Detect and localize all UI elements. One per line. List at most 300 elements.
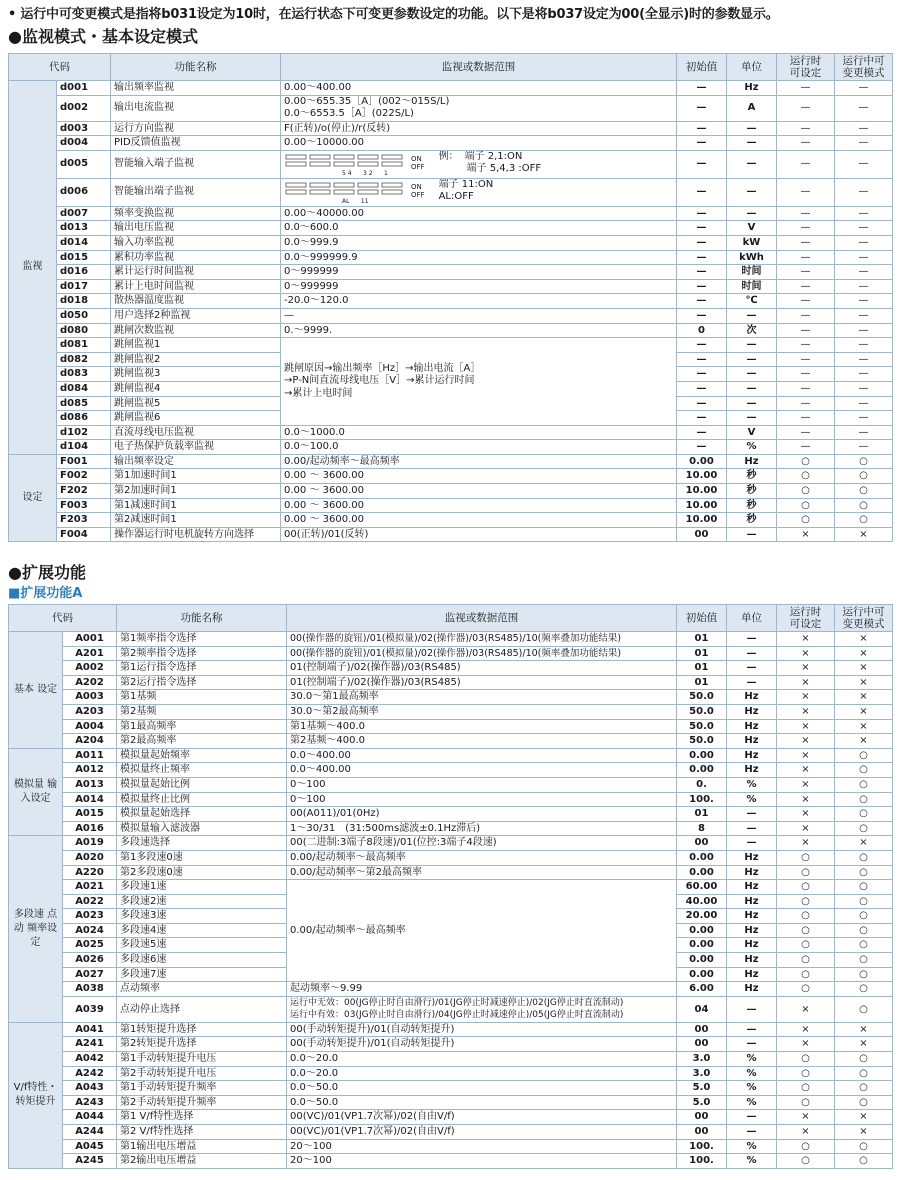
param-unit: Hz — [727, 850, 777, 865]
param-code: F002 — [57, 469, 111, 484]
group-label-analog: 模拟量 输入设定 — [9, 748, 63, 836]
run-mode-changeable-mark: ○ — [835, 909, 893, 924]
run-mode-changeable-mark: — — [835, 250, 893, 265]
run-changeable-mark: ○ — [777, 1066, 835, 1081]
param-initial-value: 100. — [677, 792, 727, 807]
param-name: 跳闸监视6 — [111, 411, 281, 426]
param-code: A027 — [63, 967, 117, 982]
run-mode-changeable-mark: — — [835, 396, 893, 411]
param-unit: A — [727, 95, 777, 121]
run-changeable-mark: ○ — [777, 1154, 835, 1169]
param-unit: — — [727, 646, 777, 661]
param-initial-value: 00 — [677, 1022, 727, 1037]
param-code: A045 — [63, 1139, 117, 1154]
param-initial-value: — — [677, 352, 727, 367]
param-code: d050 — [57, 308, 111, 323]
param-name: 点动频率 — [117, 982, 287, 997]
param-name: 输出电压监视 — [111, 221, 281, 236]
run-mode-changeable-mark: ○ — [835, 807, 893, 822]
param-unit: % — [727, 440, 777, 455]
header-run-mode: 运行中可 变更模式 — [835, 54, 893, 81]
param-unit: — — [727, 807, 777, 822]
table-row — [9, 1125, 893, 1140]
param-name: 第1输出电压增益 — [117, 1139, 287, 1154]
run-mode-changeable-mark: ○ — [835, 865, 893, 880]
param-initial-value: — — [677, 411, 727, 426]
param-name: 输出频率监视 — [111, 81, 281, 96]
run-mode-changeable-mark: — — [835, 279, 893, 294]
intro-note: • 运行中可变更模式是指将b031设定为10时，在运行状态下可变更参数设定的功能。以下是将b037设定为00(全显示)时的参数显示。 — [8, 7, 779, 22]
terminal-example — [439, 151, 542, 175]
param-unit: Hz — [727, 719, 777, 734]
run-changeable-mark: — — [777, 308, 835, 323]
param-range: 0.0～50.0 — [287, 1095, 677, 1110]
param-unit: Hz — [727, 734, 777, 749]
param-initial-value: 5.0 — [677, 1095, 727, 1110]
param-initial-value: — — [677, 221, 727, 236]
param-initial-value: 50.0 — [677, 690, 727, 705]
param-unit: V — [727, 221, 777, 236]
run-changeable-mark: ○ — [777, 1139, 835, 1154]
param-initial-value: — — [677, 338, 727, 353]
table-header-row — [9, 54, 893, 81]
terminal-numbers: AL 11 — [342, 198, 369, 206]
param-name: 第1减速时间1 — [111, 498, 281, 513]
param-unit: — — [727, 150, 777, 178]
param-name: 第1 V/f特性选择 — [117, 1110, 287, 1125]
group-label-basic: 基本 设定 — [9, 632, 63, 749]
run-mode-changeable-mark: × — [835, 661, 893, 676]
run-changeable-mark: ○ — [777, 498, 835, 513]
param-unit: ℃ — [727, 294, 777, 309]
param-unit: — — [727, 996, 777, 1022]
param-name: PID反馈值监视 — [111, 136, 281, 151]
run-mode-changeable-mark: ○ — [835, 777, 893, 792]
param-initial-value: 10.00 — [677, 513, 727, 528]
param-unit: — — [727, 206, 777, 221]
param-initial-value: 50.0 — [677, 719, 727, 734]
group-label-vf: V/f特性・ 转矩提升 — [9, 1022, 63, 1168]
param-name: 第1基频 — [117, 690, 287, 705]
param-code: A022 — [63, 894, 117, 909]
table-row — [9, 982, 893, 997]
run-changeable-mark: — — [777, 81, 835, 96]
param-code: A012 — [63, 763, 117, 778]
param-code: A043 — [63, 1081, 117, 1096]
param-unit: % — [727, 1139, 777, 1154]
param-unit: — — [727, 121, 777, 136]
param-range: 起动频率～9.99 — [287, 982, 677, 997]
run-changeable-mark: — — [777, 411, 835, 426]
run-changeable-mark: — — [777, 396, 835, 411]
param-initial-value: 20.00 — [677, 909, 727, 924]
param-range: 00(二进制:3端子8段速)/01(位控:3端子4段速) — [287, 836, 677, 851]
param-range: 00(VC)/01(VP1.7次幂)/02(自由V/f) — [287, 1110, 677, 1125]
param-code: A241 — [63, 1037, 117, 1052]
param-unit: — — [727, 178, 777, 206]
param-code: A011 — [63, 748, 117, 763]
param-name: 累计上电时间监视 — [111, 279, 281, 294]
param-name: 多段速6速 — [117, 953, 287, 968]
param-range: 00(手动转矩提升)/01(自动转矩提升) — [287, 1037, 677, 1052]
run-mode-changeable-mark: ○ — [835, 1052, 893, 1067]
param-initial-value: 01 — [677, 807, 727, 822]
param-name: 点动停止选择 — [117, 996, 287, 1022]
run-mode-changeable-mark: ○ — [835, 953, 893, 968]
param-range: 0.00 ～ 3600.00 — [281, 469, 677, 484]
table-row — [9, 440, 893, 455]
run-mode-changeable-mark: — — [835, 265, 893, 280]
param-initial-value: 0.00 — [677, 865, 727, 880]
run-changeable-mark: — — [777, 440, 835, 455]
param-initial-value: — — [677, 178, 727, 206]
param-initial-value: — — [677, 294, 727, 309]
table-row — [9, 308, 893, 323]
table-row — [9, 1110, 893, 1125]
param-unit: Hz — [727, 704, 777, 719]
param-code: F004 — [57, 527, 111, 542]
param-unit: Hz — [727, 953, 777, 968]
run-mode-changeable-mark: ○ — [835, 982, 893, 997]
example-label: 例： — [438, 151, 459, 163]
run-changeable-mark: ○ — [777, 1081, 835, 1096]
run-changeable-mark: ○ — [777, 938, 835, 953]
table-row — [9, 265, 893, 280]
param-range: 0.00 ～ 3600.00 — [281, 513, 677, 528]
on-off-legend — [411, 183, 425, 199]
param-range: 1～30/31 (31:500ms滤波±0.1Hz滞后) — [287, 821, 677, 836]
param-code: d001 — [57, 81, 111, 96]
run-changeable-mark: × — [777, 527, 835, 542]
run-mode-changeable-mark: — — [835, 367, 893, 382]
run-mode-changeable-mark: × — [835, 646, 893, 661]
run-mode-changeable-mark: × — [835, 1125, 893, 1140]
param-name: 跳闸监视3 — [111, 367, 281, 382]
param-code: A002 — [63, 661, 117, 676]
param-initial-value: — — [677, 95, 727, 121]
param-unit: — — [727, 338, 777, 353]
run-mode-changeable-mark: — — [835, 323, 893, 338]
param-range: 0.00/起动频率～第2最高频率 — [287, 865, 677, 880]
run-changeable-mark: × — [777, 646, 835, 661]
param-code: A204 — [63, 734, 117, 749]
run-changeable-mark: × — [777, 821, 835, 836]
param-unit: Hz — [727, 982, 777, 997]
run-changeable-mark: ○ — [777, 484, 835, 499]
param-name: 第1转矩提升选择 — [117, 1022, 287, 1037]
param-code: A013 — [63, 777, 117, 792]
param-initial-value: 10.00 — [677, 469, 727, 484]
param-code: d013 — [57, 221, 111, 236]
param-range: 0.00～400.00 — [281, 81, 677, 96]
range-line-2: 运行中有效：03(JG停止时自由滑行)/04(JG停止时减速停止)/05(JG停止时直流制动) — [290, 1010, 624, 1021]
table-row — [9, 206, 893, 221]
param-unit: Hz — [727, 909, 777, 924]
run-changeable-mark: — — [777, 178, 835, 206]
terminal-monitor-range — [281, 150, 677, 178]
param-unit: Hz — [727, 81, 777, 96]
param-initial-value: 100. — [677, 1154, 727, 1169]
param-range: 00(正转)/01(反转) — [281, 527, 677, 542]
table-row — [9, 1066, 893, 1081]
param-code: d003 — [57, 121, 111, 136]
run-mode-changeable-mark: ○ — [835, 821, 893, 836]
param-initial-value: 00 — [677, 1110, 727, 1125]
run-mode-changeable-mark: ○ — [835, 1095, 893, 1110]
param-initial-value: 01 — [677, 661, 727, 676]
param-initial-value: 0.00 — [677, 748, 727, 763]
param-name: 第1手动转矩提升频率 — [117, 1081, 287, 1096]
param-code: A001 — [63, 632, 117, 647]
run-changeable-mark: — — [777, 381, 835, 396]
param-unit: 秒 — [727, 469, 777, 484]
param-code: A041 — [63, 1022, 117, 1037]
param-name: 模拟量起始比例 — [117, 777, 287, 792]
multi-speed-range: 0.00/起动频率～最高频率 — [287, 880, 677, 982]
run-mode-changeable-mark: ○ — [835, 484, 893, 499]
header-range: 监视或数据范围 — [281, 54, 677, 81]
param-initial-value: 10.00 — [677, 484, 727, 499]
param-initial-value: 0.00 — [677, 763, 727, 778]
run-mode-changeable-mark: ○ — [835, 469, 893, 484]
header-code: 代码 — [9, 605, 117, 632]
run-changeable-mark: ○ — [777, 894, 835, 909]
param-range: 0.～9999. — [281, 323, 677, 338]
table-row — [9, 1154, 893, 1169]
table-row — [9, 250, 893, 265]
header-init: 初始值 — [677, 605, 727, 632]
run-changeable-mark: × — [777, 1110, 835, 1125]
header-name: 功能名称 — [111, 54, 281, 81]
run-changeable-mark: ○ — [777, 850, 835, 865]
param-code: A020 — [63, 850, 117, 865]
run-mode-changeable-mark: ○ — [835, 1154, 893, 1169]
header-name: 功能名称 — [117, 605, 287, 632]
table-row — [9, 734, 893, 749]
run-changeable-mark: ○ — [777, 982, 835, 997]
param-initial-value: — — [677, 250, 727, 265]
param-unit: 秒 — [727, 484, 777, 499]
run-mode-changeable-mark: ○ — [835, 894, 893, 909]
example-line-1: 端子 11:ON — [438, 179, 494, 191]
param-name: 散热器温度监视 — [111, 294, 281, 309]
param-unit: — — [727, 661, 777, 676]
run-mode-changeable-mark: × — [835, 836, 893, 851]
param-initial-value: 40.00 — [677, 894, 727, 909]
header-run-change: 运行时 可设定 — [777, 605, 835, 632]
param-unit: % — [727, 1066, 777, 1081]
trip-range-line: →累计上电时间 — [284, 387, 353, 399]
param-name: 智能输出端子监视 — [111, 178, 281, 206]
param-range: 0～100 — [287, 792, 677, 807]
run-changeable-mark: — — [777, 250, 835, 265]
param-code: F202 — [57, 484, 111, 499]
param-name: 第2频率指令选择 — [117, 646, 287, 661]
table-row — [9, 719, 893, 734]
param-name: 第2运行指令选择 — [117, 675, 287, 690]
param-name: 跳闸监视5 — [111, 396, 281, 411]
param-code: A038 — [63, 982, 117, 997]
param-name: 跳闸监视2 — [111, 352, 281, 367]
table-row — [9, 338, 893, 353]
param-code: A025 — [63, 938, 117, 953]
run-changeable-mark: ○ — [777, 1052, 835, 1067]
param-code: F003 — [57, 498, 111, 513]
run-changeable-mark: — — [777, 367, 835, 382]
param-code: d007 — [57, 206, 111, 221]
run-mode-changeable-mark: × — [835, 690, 893, 705]
section-subtitle-extended-a: ■扩展功能A — [8, 586, 83, 601]
param-code: F001 — [57, 454, 111, 469]
param-code: A016 — [63, 821, 117, 836]
param-range — [281, 95, 677, 121]
run-changeable-mark: — — [777, 265, 835, 280]
run-mode-changeable-mark: — — [835, 136, 893, 151]
run-changeable-mark: ○ — [777, 953, 835, 968]
param-code: d006 — [57, 178, 111, 206]
param-initial-value: 3.0 — [677, 1052, 727, 1067]
param-unit: 次 — [727, 323, 777, 338]
table-row — [9, 527, 893, 542]
trip-range-line: 跳闸原因→输出频率［Hz］→输出电流［A］ — [284, 362, 481, 374]
param-initial-value: — — [677, 136, 727, 151]
param-range: 30.0～第2最高频率 — [287, 704, 677, 719]
run-changeable-mark: ○ — [777, 909, 835, 924]
header-run-change: 运行时 可设定 — [777, 54, 835, 81]
param-code: d004 — [57, 136, 111, 151]
param-initial-value: 00 — [677, 1125, 727, 1140]
run-changeable-mark: × — [777, 836, 835, 851]
param-range: 01(控制端子)/02(操作器)/03(RS485) — [287, 661, 677, 676]
table-row — [9, 748, 893, 763]
table-row — [9, 821, 893, 836]
run-mode-changeable-mark: × — [835, 527, 893, 542]
param-code: A026 — [63, 953, 117, 968]
run-changeable-mark: × — [777, 690, 835, 705]
run-mode-changeable-mark: ○ — [835, 748, 893, 763]
param-code: A044 — [63, 1110, 117, 1125]
param-range: 0.0～999.9 — [281, 235, 677, 250]
param-range: 01(控制端子)/02(操作器)/03(RS485) — [287, 675, 677, 690]
param-range: F(正转)/o(停止)/r(反转) — [281, 121, 677, 136]
param-range: 0.0～400.00 — [287, 748, 677, 763]
param-range: 20～100 — [287, 1154, 677, 1169]
param-initial-value: — — [677, 367, 727, 382]
param-initial-value: 01 — [677, 646, 727, 661]
run-mode-changeable-mark: × — [835, 1022, 893, 1037]
param-initial-value: 60.00 — [677, 880, 727, 895]
table-row — [9, 646, 893, 661]
param-name: 模拟量起始选择 — [117, 807, 287, 822]
param-code: d082 — [57, 352, 111, 367]
monitor-basic-table — [8, 53, 893, 542]
param-range: 0.00～40000.00 — [281, 206, 677, 221]
run-changeable-mark: ○ — [777, 967, 835, 982]
run-mode-changeable-mark: ○ — [835, 454, 893, 469]
param-unit: % — [727, 792, 777, 807]
run-changeable-mark: — — [777, 425, 835, 440]
param-code: A021 — [63, 880, 117, 895]
param-name: 模拟量终止频率 — [117, 763, 287, 778]
table-row — [9, 454, 893, 469]
param-range: 20～100 — [287, 1139, 677, 1154]
run-changeable-mark: × — [777, 661, 835, 676]
run-changeable-mark: ○ — [777, 454, 835, 469]
run-changeable-mark: × — [777, 807, 835, 822]
param-name: 第2最高频率 — [117, 734, 287, 749]
table-row — [9, 221, 893, 236]
table-row — [9, 704, 893, 719]
table-row — [9, 235, 893, 250]
param-range: -20.0～120.0 — [281, 294, 677, 309]
run-changeable-mark: × — [777, 763, 835, 778]
param-code: d104 — [57, 440, 111, 455]
param-range: 00(手动转矩提升)/01(自动转矩提升) — [287, 1022, 677, 1037]
param-range: 30.0～第1最高频率 — [287, 690, 677, 705]
param-range: 第1基频～400.0 — [287, 719, 677, 734]
param-code: A042 — [63, 1052, 117, 1067]
run-mode-changeable-mark: — — [835, 440, 893, 455]
param-range: 0～999999 — [281, 279, 677, 294]
param-name: 累积功率监视 — [111, 250, 281, 265]
section-title-monitor: ●监视模式・基本设定模式 — [8, 27, 198, 46]
run-mode-changeable-mark: — — [835, 235, 893, 250]
param-range: 00(操作器的旋钮)/01(模拟量)/02(操作器)/03(RS485)/10(频率叠加功能结果) — [287, 646, 677, 661]
param-unit: 时间 — [727, 265, 777, 280]
run-mode-changeable-mark: × — [835, 1037, 893, 1052]
terminal-monitor-range — [281, 178, 677, 206]
param-code: A242 — [63, 1066, 117, 1081]
run-changeable-mark: — — [777, 136, 835, 151]
table-row — [9, 178, 893, 206]
param-code: d014 — [57, 235, 111, 250]
param-code: d017 — [57, 279, 111, 294]
param-range: 0.0～600.0 — [281, 221, 677, 236]
header-unit: 单位 — [727, 54, 777, 81]
param-initial-value: — — [677, 150, 727, 178]
param-unit: — — [727, 367, 777, 382]
param-name: 多段速4速 — [117, 923, 287, 938]
trip-range-line: →P-N间直流母线电压［V］→累计运行时间 — [284, 375, 475, 387]
param-unit: Hz — [727, 748, 777, 763]
on-label: ON — [411, 155, 422, 164]
table-row — [9, 850, 893, 865]
table-row — [9, 136, 893, 151]
param-initial-value: — — [677, 81, 727, 96]
param-initial-value: 0. — [677, 777, 727, 792]
group-label-multispeed: 多段速 点动 频率设定 — [9, 836, 63, 1023]
run-mode-changeable-mark: × — [835, 734, 893, 749]
run-changeable-mark: — — [777, 150, 835, 178]
param-unit: % — [727, 1081, 777, 1096]
param-name: 多段速5速 — [117, 938, 287, 953]
param-range: — — [281, 308, 677, 323]
run-mode-changeable-mark: — — [835, 95, 893, 121]
param-initial-value: 50.0 — [677, 734, 727, 749]
param-name: 第2基频 — [117, 704, 287, 719]
param-code: F203 — [57, 513, 111, 528]
param-name: 模拟量输入滤波器 — [117, 821, 287, 836]
param-name: 输出频率设定 — [111, 454, 281, 469]
run-changeable-mark: — — [777, 338, 835, 353]
run-mode-changeable-mark: — — [835, 352, 893, 367]
param-initial-value: 8 — [677, 821, 727, 836]
example-line-1: 端子 2,1:ON — [464, 151, 523, 163]
run-mode-changeable-mark: — — [835, 206, 893, 221]
param-unit: — — [727, 352, 777, 367]
param-name: 累计运行时间监视 — [111, 265, 281, 280]
table-row — [9, 469, 893, 484]
